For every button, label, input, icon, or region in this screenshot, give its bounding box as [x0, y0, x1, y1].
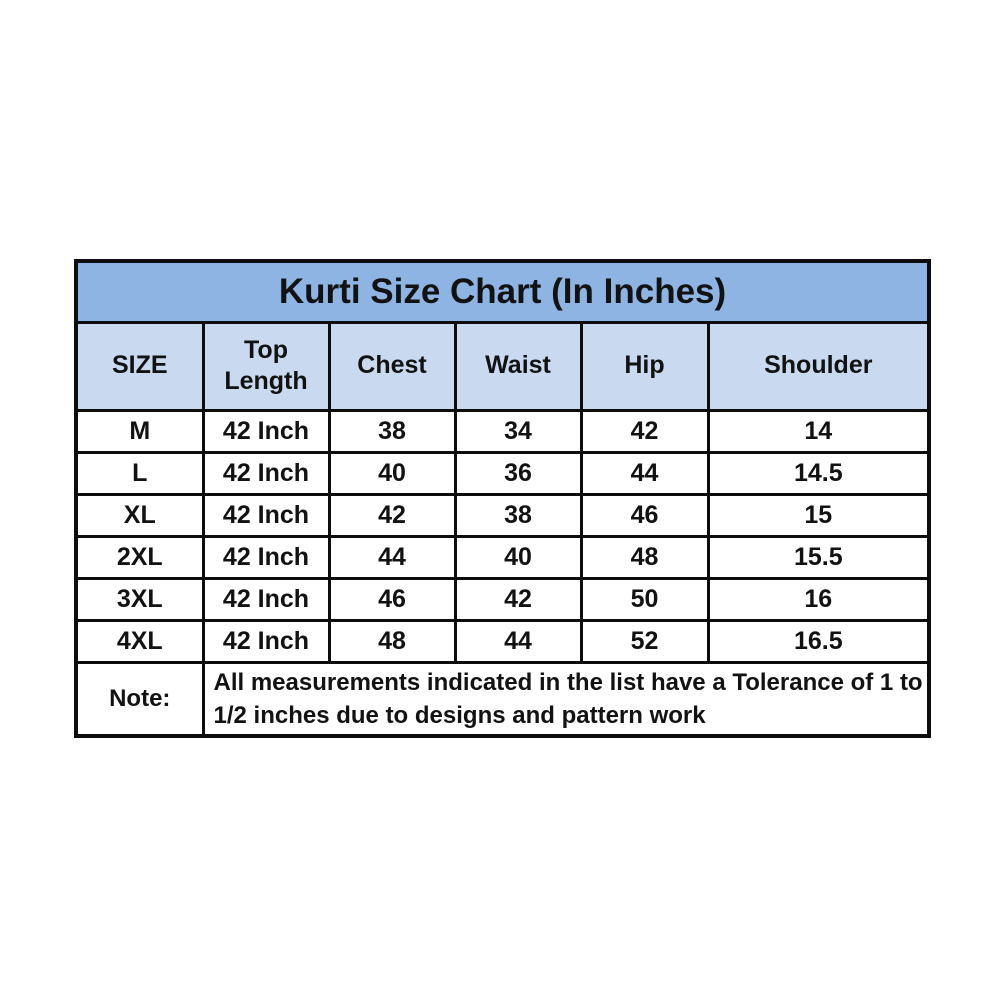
cell-waist: 34: [455, 410, 581, 452]
cell-size: M: [76, 410, 203, 452]
size-chart-container: [74, 259, 931, 738]
column-header-chest: Chest: [329, 322, 455, 410]
cell-waist: 40: [455, 536, 581, 578]
size-chart-table: [74, 259, 931, 738]
cell-hip: 42: [581, 410, 708, 452]
cell-size: XL: [76, 494, 203, 536]
cell-hip: 48: [581, 536, 708, 578]
cell-top-length: 42 Inch: [203, 620, 329, 662]
note-text: All measurements indicated in the list have a Tolerance of 1 to 1/2 inches due to designs and pattern work: [203, 662, 929, 736]
cell-hip: 52: [581, 620, 708, 662]
cell-hip: 46: [581, 494, 708, 536]
cell-shoulder: 16: [708, 578, 929, 620]
title-row: [76, 261, 929, 322]
note-row: [76, 662, 929, 736]
cell-top-length: 42 Inch: [203, 494, 329, 536]
cell-waist: 36: [455, 452, 581, 494]
cell-waist: 42: [455, 578, 581, 620]
column-header-hip: Hip: [581, 322, 708, 410]
cell-chest: 42: [329, 494, 455, 536]
table-row-2xl: [76, 536, 929, 578]
cell-waist: 44: [455, 620, 581, 662]
cell-hip: 44: [581, 452, 708, 494]
cell-size: 4XL: [76, 620, 203, 662]
cell-shoulder: 16.5: [708, 620, 929, 662]
column-header-waist: Waist: [455, 322, 581, 410]
column-header-top-length: Top Length: [203, 322, 329, 410]
cell-top-length: 42 Inch: [203, 578, 329, 620]
cell-top-length: 42 Inch: [203, 452, 329, 494]
cell-shoulder: 15.5: [708, 536, 929, 578]
table-row-xl: [76, 494, 929, 536]
note-label: Note:: [76, 662, 203, 736]
cell-shoulder: 14: [708, 410, 929, 452]
cell-size: 3XL: [76, 578, 203, 620]
cell-chest: 38: [329, 410, 455, 452]
cell-shoulder: 14.5: [708, 452, 929, 494]
chart-title: Kurti Size Chart (In Inches): [76, 261, 929, 322]
cell-chest: 46: [329, 578, 455, 620]
column-header-size: SIZE: [76, 322, 203, 410]
header-row: [76, 322, 929, 410]
cell-shoulder: 15: [708, 494, 929, 536]
cell-top-length: 42 Inch: [203, 536, 329, 578]
column-header-shoulder: Shoulder: [708, 322, 929, 410]
cell-waist: 38: [455, 494, 581, 536]
cell-size: 2XL: [76, 536, 203, 578]
table-row-l: [76, 452, 929, 494]
table-row-3xl: [76, 578, 929, 620]
cell-chest: 40: [329, 452, 455, 494]
table-row-4xl: [76, 620, 929, 662]
cell-chest: 44: [329, 536, 455, 578]
cell-chest: 48: [329, 620, 455, 662]
cell-hip: 50: [581, 578, 708, 620]
cell-size: L: [76, 452, 203, 494]
cell-top-length: 42 Inch: [203, 410, 329, 452]
table-row-m: [76, 410, 929, 452]
